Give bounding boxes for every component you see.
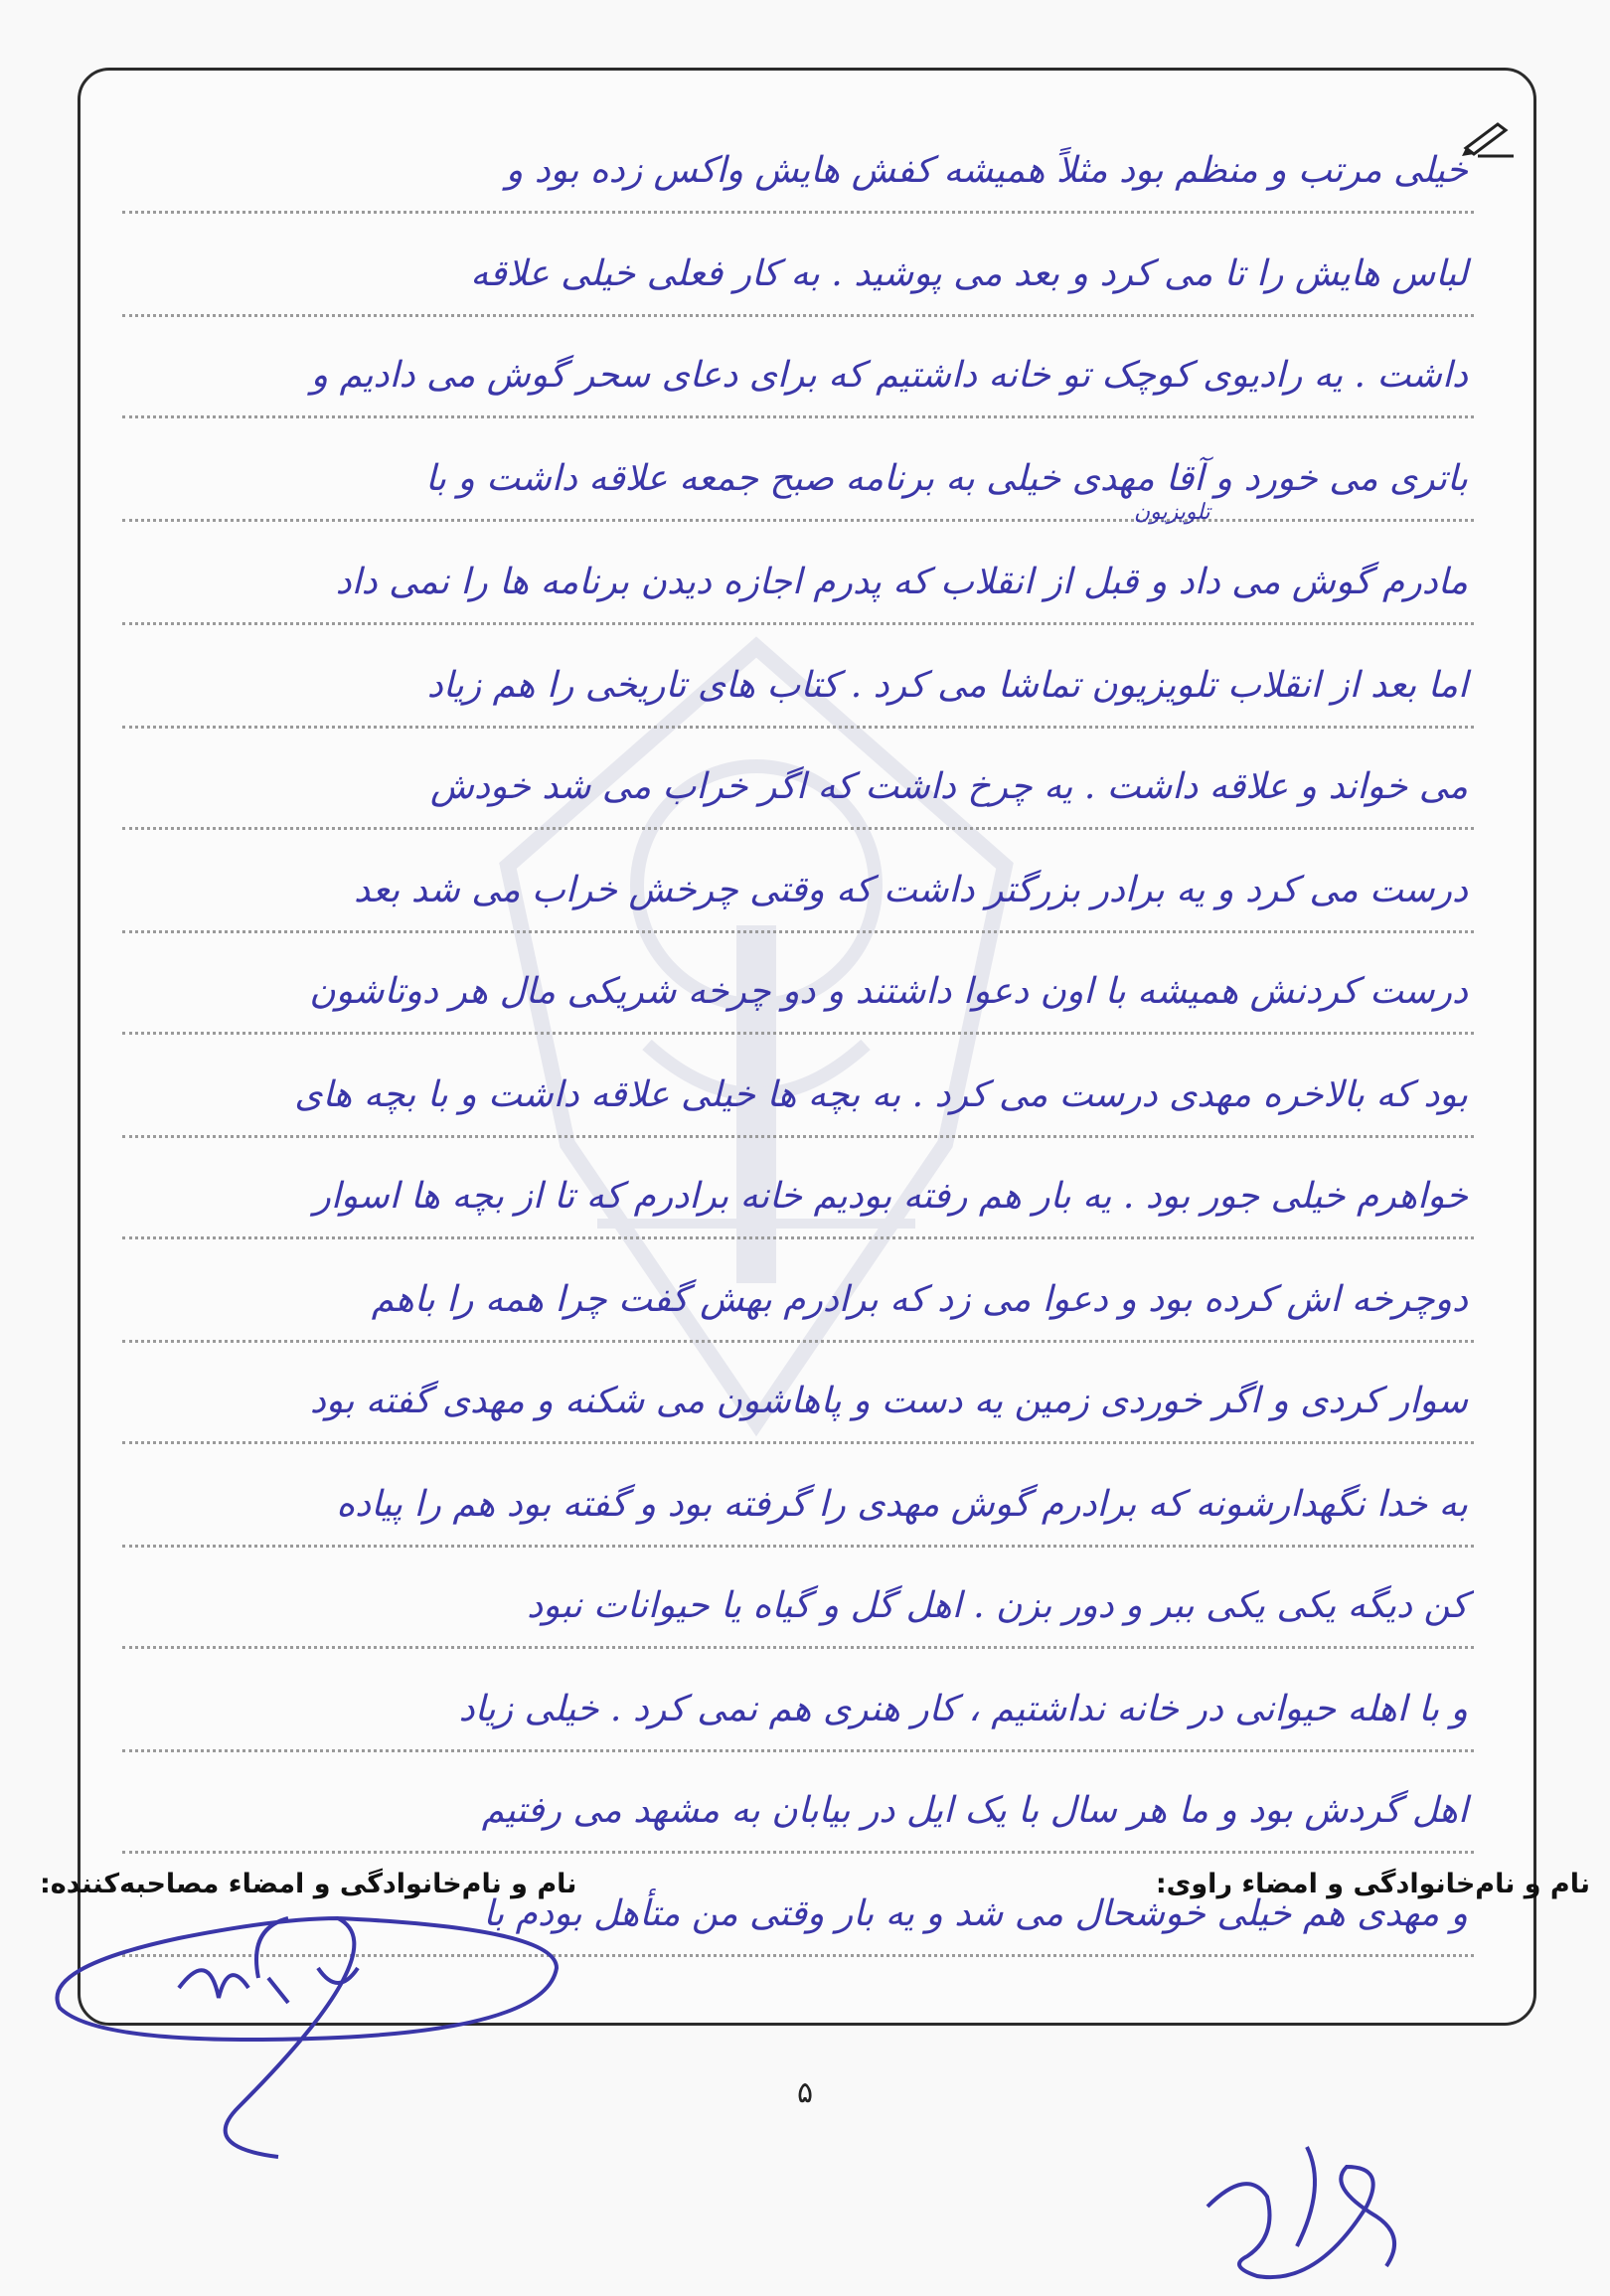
handwritten-line: اهل گردش بود و ما هر سال با یک ایل در بیابان به مشهد می رفتیم <box>122 1768 1474 1854</box>
handwritten-line: خیلی مرتب و منظم بود مثلاً همیشه کفش هایش واکس زده بود و <box>122 128 1474 214</box>
handwritten-line: و با اهله حیوانی در خانه نداشتیم ، کار هنری هم نمی کرد . خیلی زیاد <box>122 1667 1474 1752</box>
handwritten-line: درست کردنش همیشه با اون دعوا داشتند و دو چرخه شریکی مال هر دوتاشون <box>122 949 1474 1035</box>
handwritten-line: باتری می خورد و آقا مهدی خیلی به برنامه صبح جمعه علاقه داشت و با <box>122 436 1474 522</box>
handwritten-line: لباس هایش را تا می کرد و بعد می پوشید . به کار فعلی خیلی علاقه <box>122 232 1474 317</box>
handwritten-line: اما بعد از انقلاب تلویزیون تماشا می کرد . کتاب های تاریخی را هم زیاد <box>122 643 1474 729</box>
handwritten-line: مادرم گوش می داد و قبل از انقلاب که پدرم اجازه دیدن برنامه ها را نمی داد <box>122 540 1474 625</box>
handwritten-line: دوچرخه اش کرده بود و دعوا می زد که برادرم بهش گفت چرا همه را باهم <box>122 1257 1474 1343</box>
page-number: ۵ <box>796 2075 814 2110</box>
handwritten-line: و مهدی هم خیلی خوشحال می شد و یه بار وقتی من متأهل بودم با <box>122 1872 1474 1957</box>
handwritten-line: سوار کردی و اگر خوردی زمین یه دست و پاهاشون می شکنه و مهدی گفته بود <box>122 1359 1474 1444</box>
handwritten-line: خواهرم خیلی جور بود . یه بار هم رفته بودیم خانه برادرم که تا از بچه ها اسوار <box>122 1154 1474 1239</box>
narrator-signature-label: نام و نام‌خانوادگی و امضاء راوی: <box>1155 1869 1590 1899</box>
handwritten-line: به خدا نگهدارشونه که برادرم گوش مهدی را گرفته بود و گفته بود هم را پیاده <box>122 1462 1474 1548</box>
handwritten-line: داشت . یه رادیوی کوچک تو خانه داشتیم که برای دعای سحر گوش می دادیم و <box>122 333 1474 418</box>
handwritten-line: کن دیگه یکی یکی ببر و دور بزن . اهل گل و گیاه یا حیوانات نبود <box>122 1563 1474 1649</box>
narrator-signature-icon <box>40 1908 576 2167</box>
margin-annotation: تلویزیون <box>1134 500 1210 525</box>
handwritten-line: می خواند و علاقه داشت . یه چرخ داشت که اگر خراب می شد خودش <box>122 744 1474 830</box>
handwritten-line: بود که بالاخره مهدی درست می کرد . به بچه ها خیلی علاقه داشت و با بچه های <box>122 1053 1474 1138</box>
interviewer-signature-icon <box>1188 2127 1426 2296</box>
page-frame <box>78 68 1536 2026</box>
interviewer-signature-label: نام و نام‌خانوادگی و امضاء مصاحبه‌کننده: <box>40 1869 577 1899</box>
handwritten-line: درست می کرد و یه برادر بزرگتر داشت که وقتی چرخش خراب می شد بعد <box>122 848 1474 933</box>
